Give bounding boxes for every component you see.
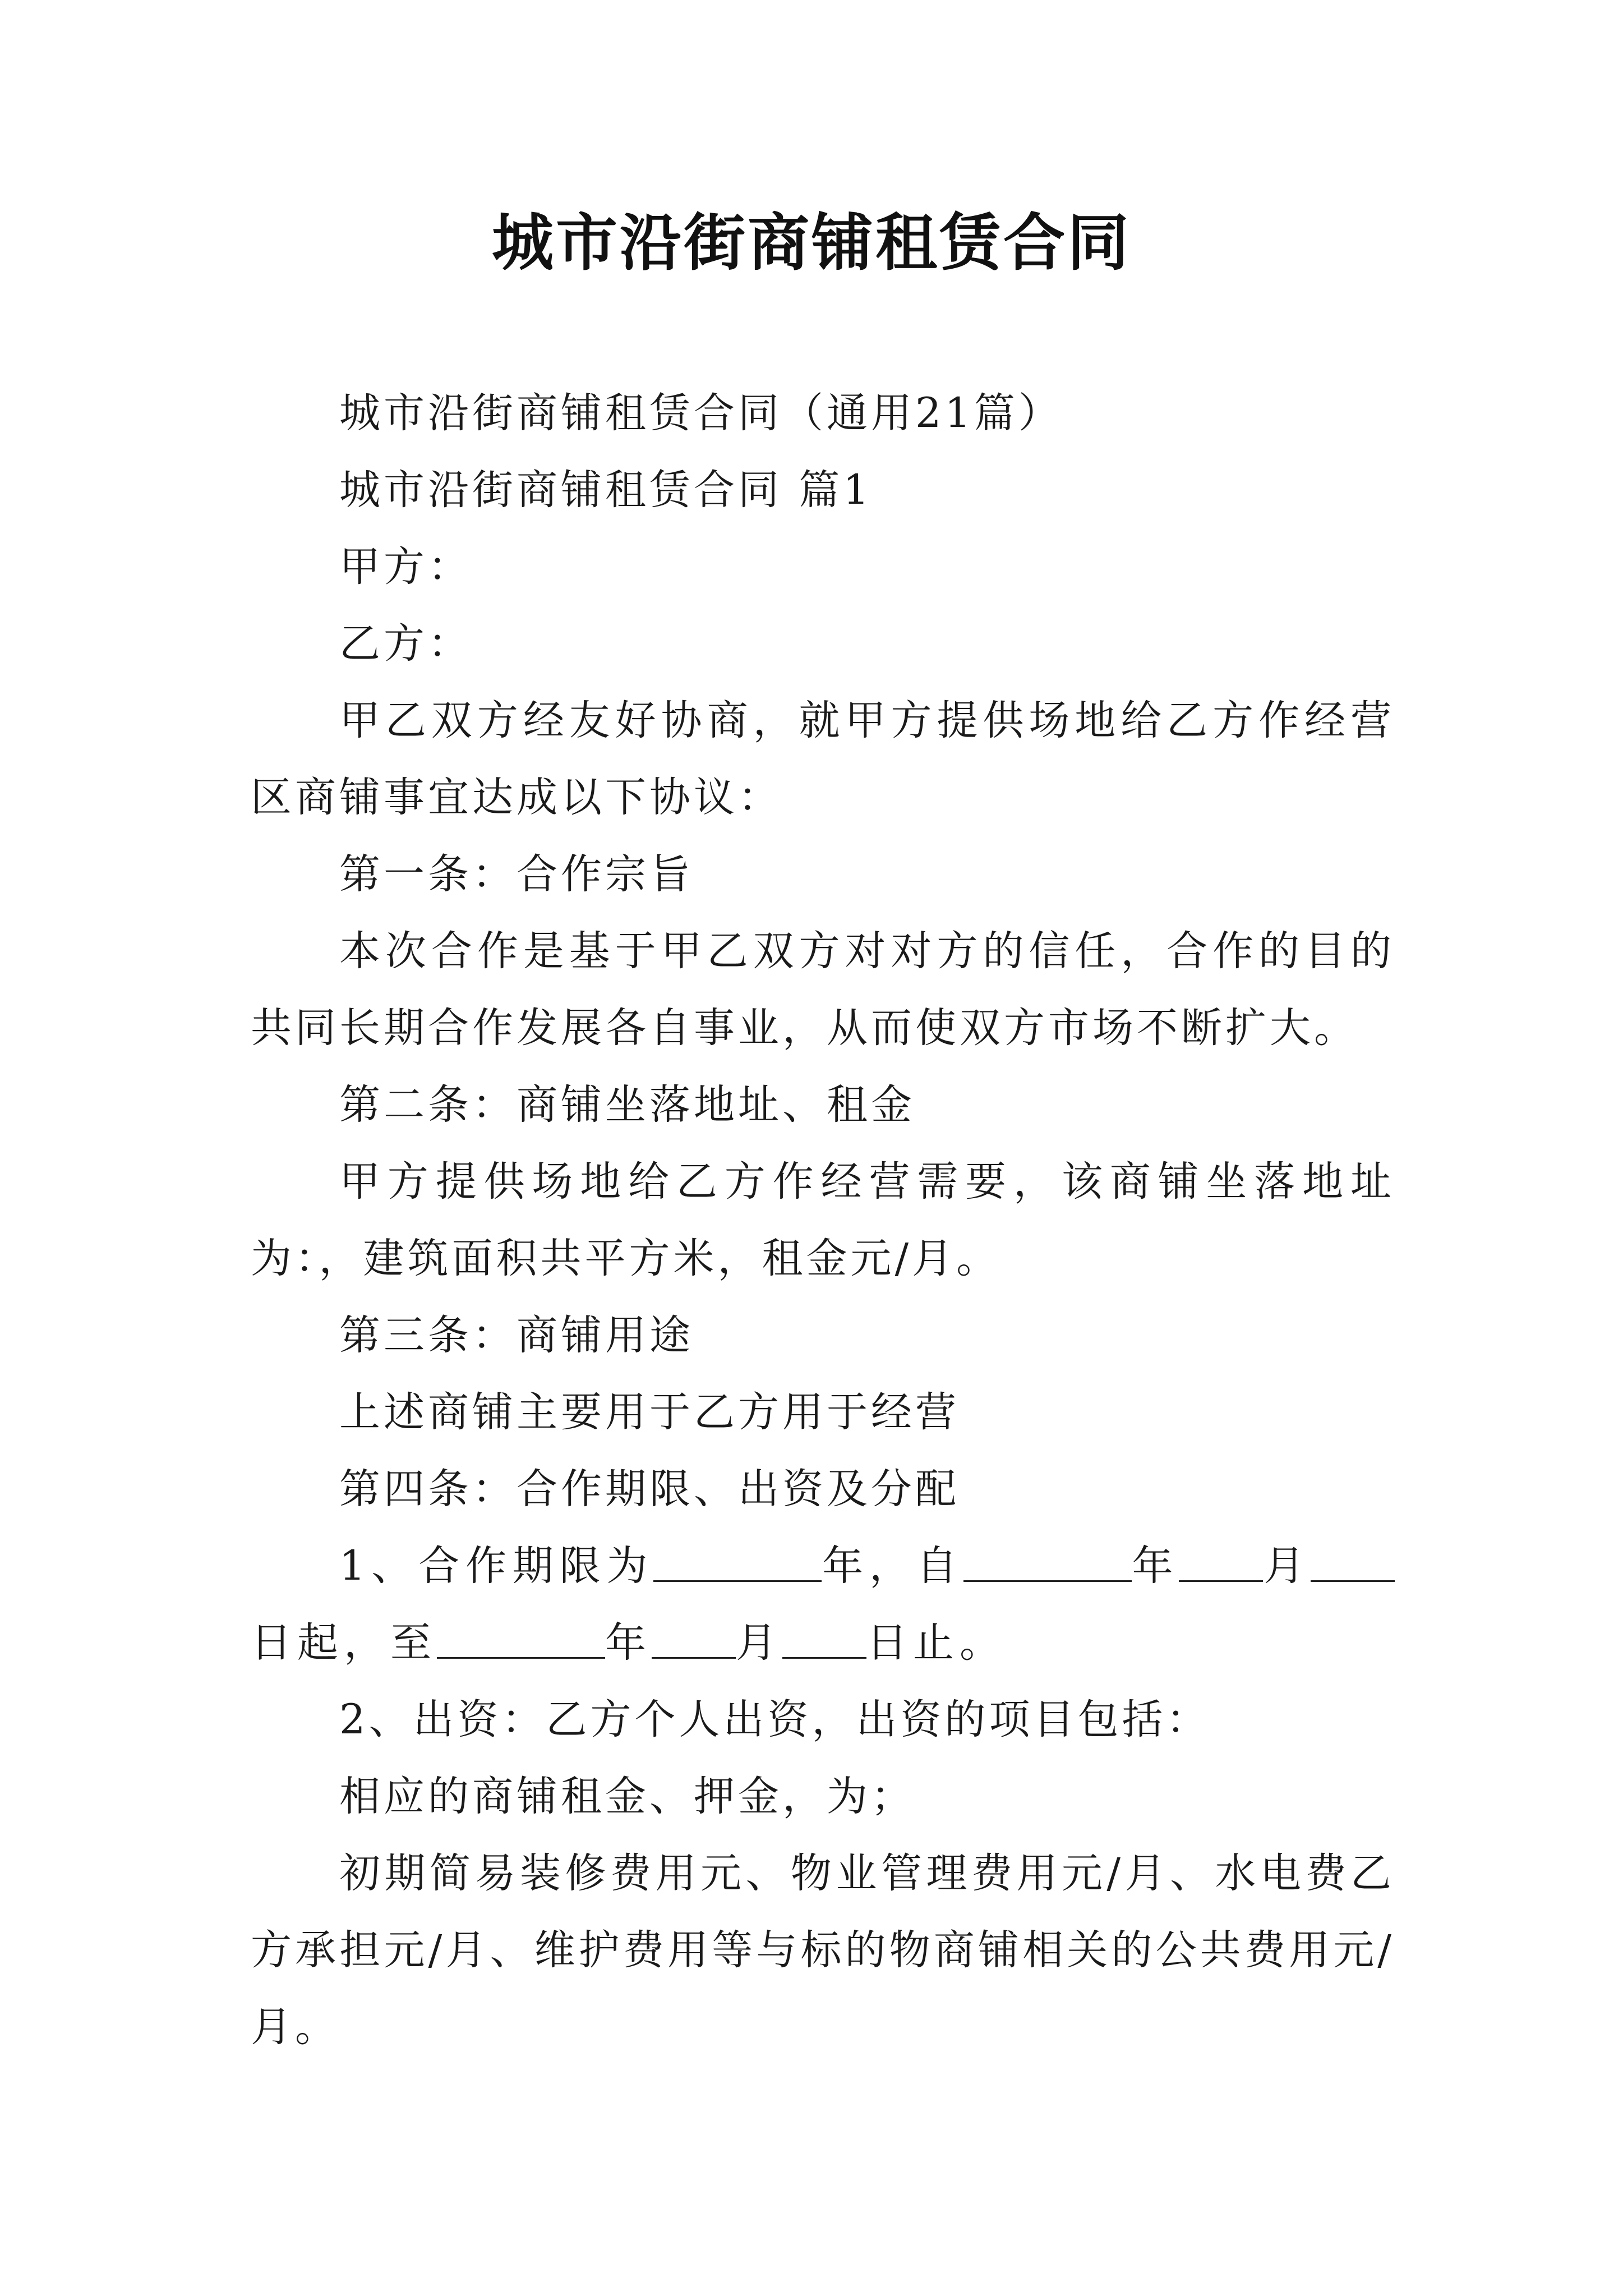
- blank-end-year: [437, 1620, 605, 1659]
- paragraph-section-heading: 城市沿街商铺租赁合同 篇1: [339, 466, 873, 514]
- paragraph-article-2-heading: 第二条：商铺坐落地址、租金: [339, 1081, 915, 1129]
- paragraph-rent-deposit: 相应的商铺租金、押金，为；: [339, 1773, 915, 1820]
- paragraph-party-a: 甲方：: [339, 543, 472, 591]
- end-day-suffix: 日止。: [866, 1619, 1006, 1667]
- blank-end-month: [652, 1620, 736, 1659]
- paragraph-article-4-heading: 第四条：合作期限、出资及分配: [339, 1465, 960, 1513]
- start-year-unit: 年: [1131, 1542, 1179, 1590]
- paragraph-party-b: 乙方：: [339, 620, 472, 668]
- term-from-label: ，自: [869, 1542, 963, 1590]
- paragraph-investment: 2、出资：乙方个人出资，出资的项目包括：: [339, 1696, 1211, 1743]
- paragraph-article-3-heading: 第三条：商铺用途: [339, 1312, 694, 1359]
- paragraph-article-2-body: 甲方提供场地给乙方作经营需要，该商铺坐落地址为：，建筑面积共平方米，租金元/月。: [251, 1158, 1395, 1282]
- blank-end-day: [782, 1620, 866, 1659]
- paragraph-term-clause: [251, 1527, 1395, 1681]
- end-month-unit: 月: [736, 1619, 782, 1667]
- document-title: 城市沿街商铺租赁合同: [492, 206, 1131, 279]
- paragraph-agreement-intro: 甲乙双方经友好协商，就甲方提供场地给乙方作经营区商铺事宜达成以下协议：: [251, 697, 1395, 821]
- blank-start-year: [963, 1543, 1132, 1582]
- start-day-suffix: 日起，至: [251, 1619, 437, 1667]
- blank-start-day: [1311, 1543, 1395, 1582]
- blank-start-month: [1179, 1543, 1263, 1582]
- paragraph-article-1-body: 本次合作是基于甲乙双方对对方的信任，合作的目的共同长期合作发展各自事业，从而使双方市场不断扩大。: [251, 927, 1395, 1052]
- paragraph-article-3-body: 上述商铺主要用于乙方用于经营: [339, 1388, 960, 1436]
- term-prefix: 1、合作期限为: [339, 1542, 654, 1590]
- paragraph-subtitle: 城市沿街商铺租赁合同（通用21篇）: [339, 389, 1063, 437]
- blank-term-years: [653, 1543, 822, 1582]
- document-body: [251, 375, 1395, 2065]
- end-year-unit: 年: [605, 1619, 652, 1667]
- term-year-unit: 年: [822, 1542, 869, 1590]
- paragraph-article-1-heading: 第一条：合作宗旨: [339, 850, 694, 898]
- paragraph-fees: 初期简易装修费用元、物业管理费用元/月、水电费乙方承担元/月、维护费用等与标的物商铺相关的公共费用元/月。: [251, 1849, 1395, 2051]
- start-month-unit: 月: [1263, 1542, 1311, 1590]
